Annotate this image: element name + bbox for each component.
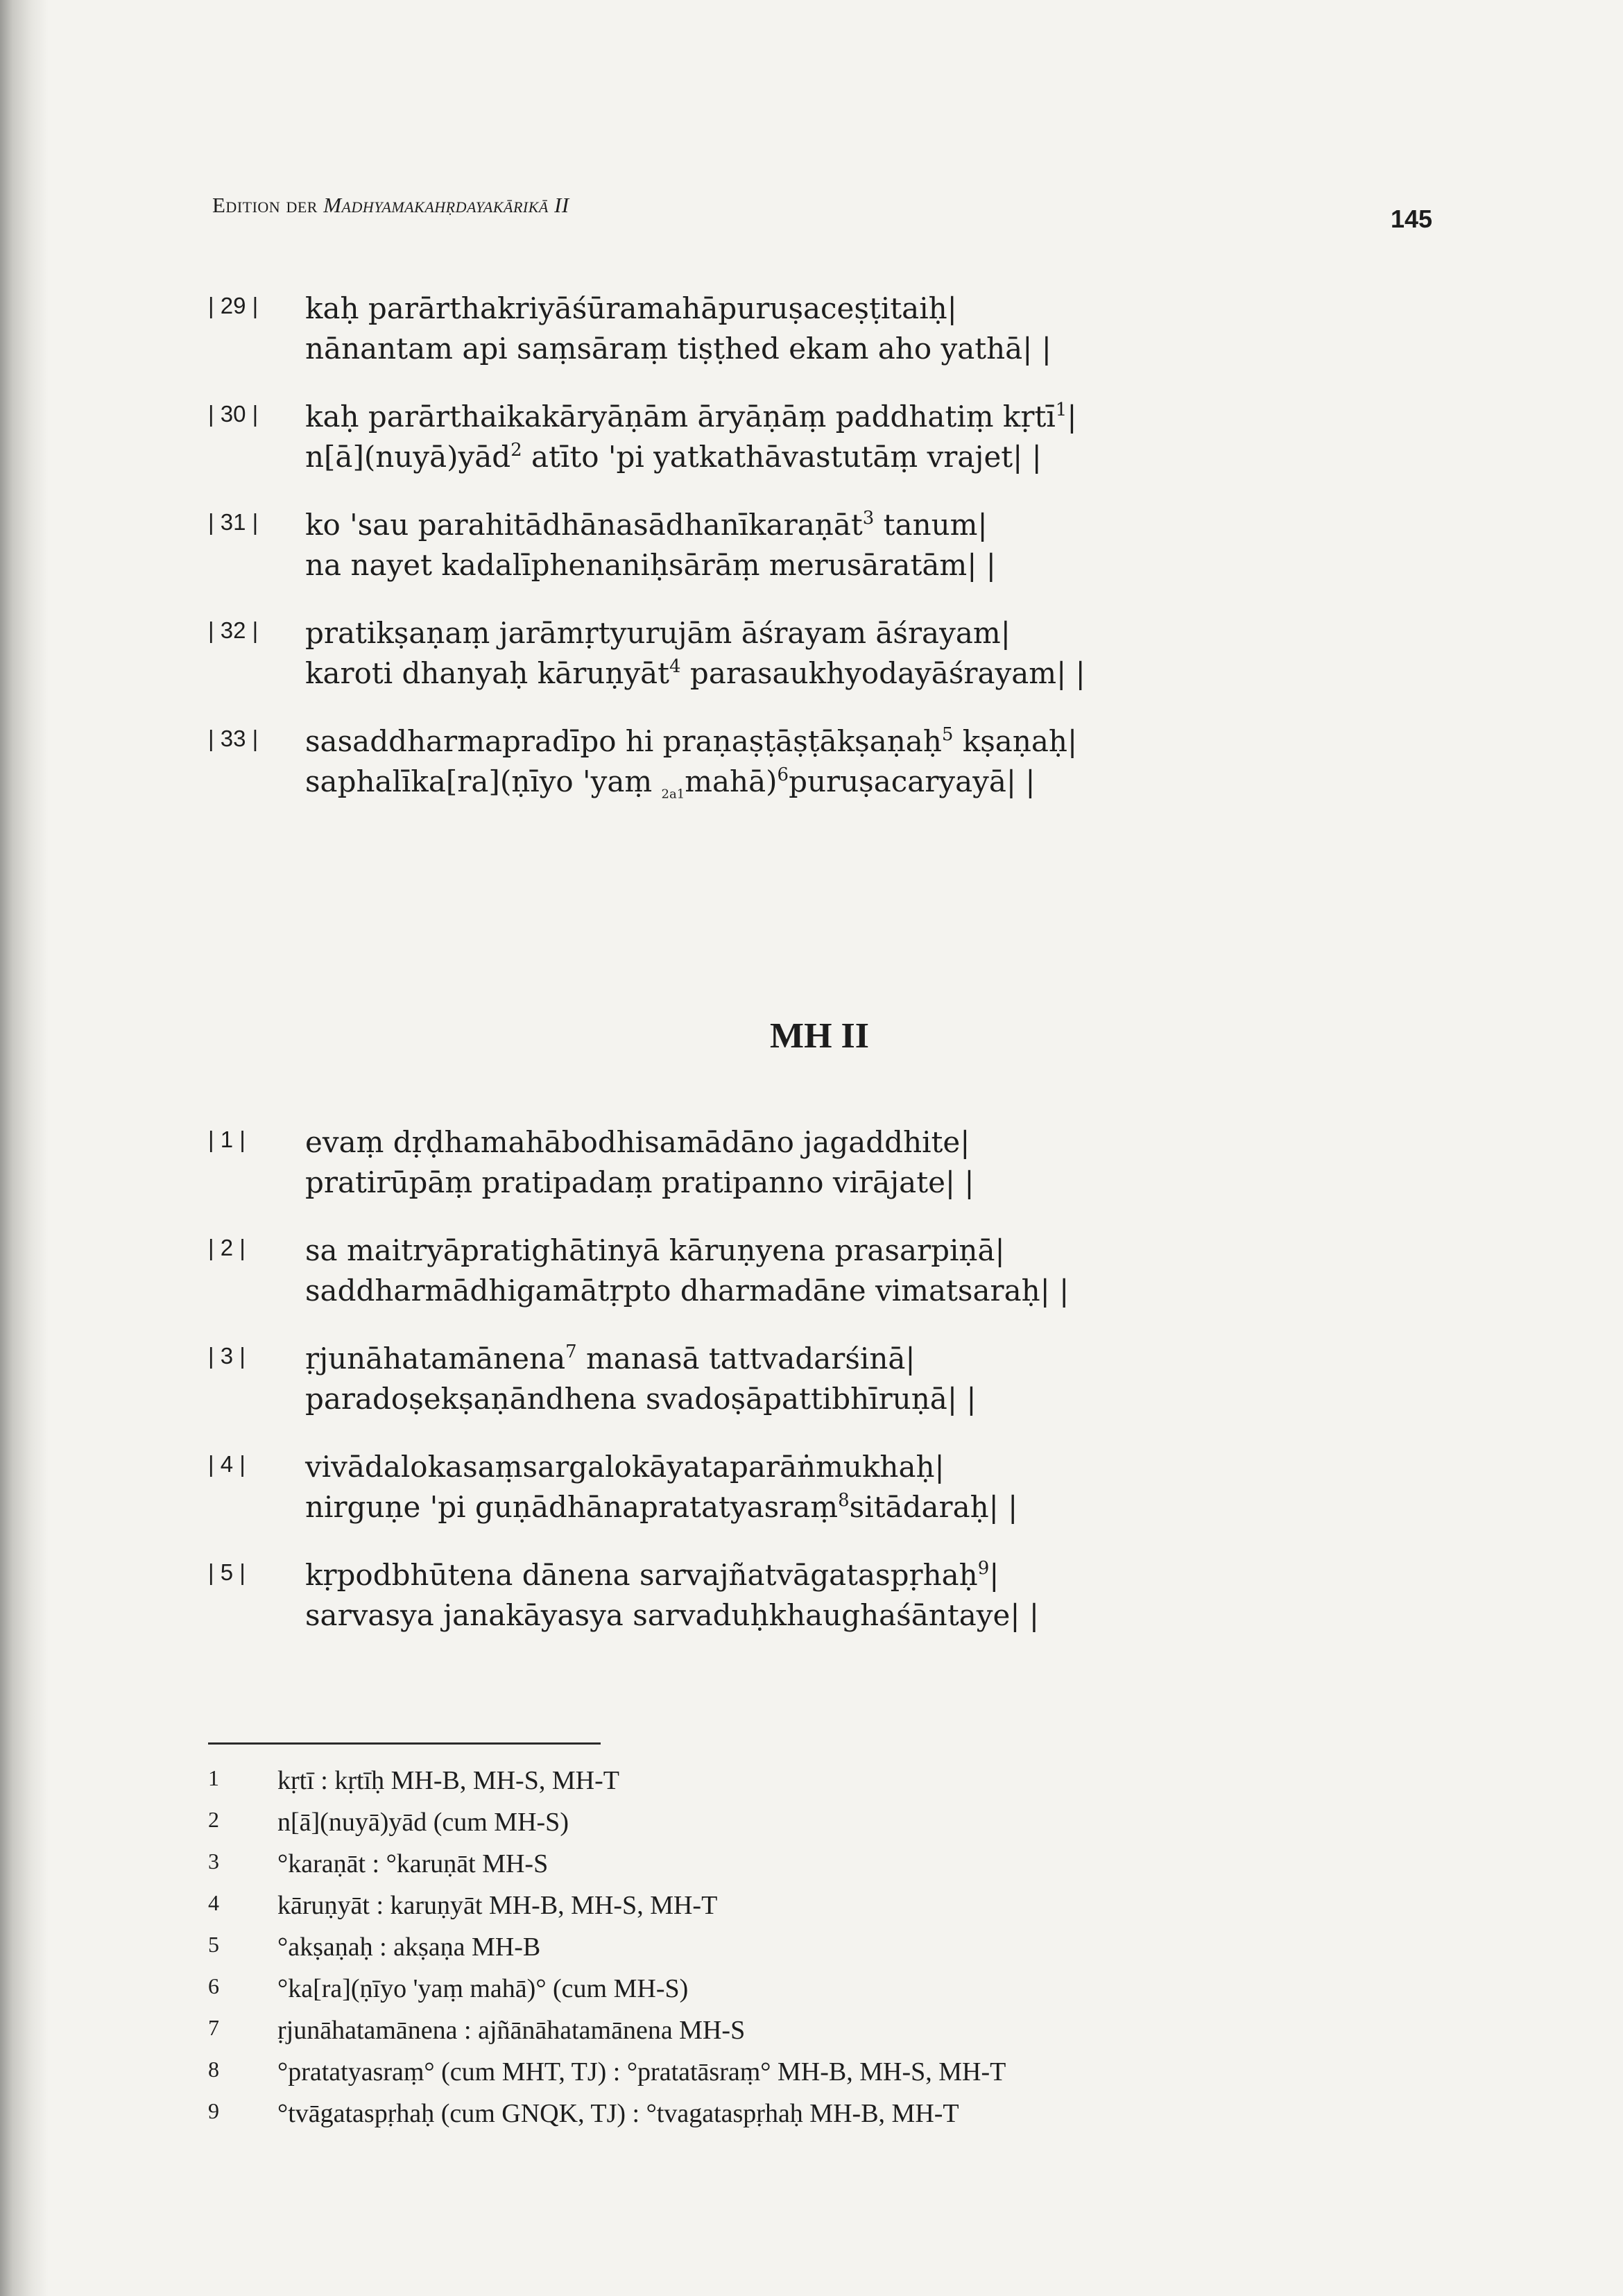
verse-line-1: kṛpodbhūtena dānena sarvajñatvāgataspṛhaḥ$^9$| — [305, 1558, 999, 1592]
verse-line-1: pratikṣaṇaṃ jarāmṛtyurujām āśrayam āśrayam| — [305, 616, 1011, 650]
footnote-text: °akṣaṇaḥ : akṣaṇa MH-B — [277, 1933, 541, 1962]
footnote — [208, 1807, 1526, 1842]
footnote-text: n[ā](nuyā)yād (cum MH-S) — [277, 1808, 569, 1837]
footnote-number: 7 — [208, 2015, 219, 2040]
footnote-number: 2 — [208, 1807, 219, 1832]
footnote-ref: 2 — [510, 440, 522, 461]
footnote-text: ṛjunāhatamānena : ajñānāhatamānena MH-S — [277, 2016, 746, 2045]
footnote-text: °tvāgataspṛhaḥ (cum GNQK, TJ) : °tvagataspṛhaḥ MH-B, MH-T — [277, 2099, 959, 2128]
verse-line-1: sa maitryāpratighātinyā kāruṇyena prasarpiṇā| — [305, 1233, 1005, 1267]
footnote-number: 6 — [208, 1973, 219, 1998]
footnote-number: 4 — [208, 1890, 219, 1915]
footnote-text: °karaṇāt : °karuṇāt MH-S — [277, 1849, 549, 1878]
verse-line-2: n[ā](nuyā)yād$^2$ atīto 'pi yatkathāvastutāṃ vrajet| | — [305, 440, 1042, 474]
footnote-text: °pratatyasraṃ° (cum MHT, TJ) : °pratatāsraṃ° MH-B, MH-S, MH-T — [277, 2057, 1006, 2087]
verse-number: | 1 | — [208, 1126, 246, 1152]
verse-number: | 2 | — [208, 1235, 246, 1260]
verse-number: | 5 | — [208, 1559, 246, 1585]
running-head-prefix: Edition der — [212, 193, 318, 217]
verse-line-1: sasaddharmapradīpo hi praṇaṣṭāṣṭākṣaṇaḥ$^5$ kṣaṇaḥ| — [305, 724, 1078, 758]
verse-number: | 32 | — [208, 617, 259, 643]
footnote — [208, 2057, 1526, 2091]
verse-line-1: ko 'sau parahitādhānasādhanīkaraṇāt$^3$ tanum| — [305, 508, 988, 542]
verse-line-2: saphalīka[ra](ṇīyo 'yaṃ $_{2a1}$mahā)$^6$puruṣacaryayā| | — [305, 764, 1036, 802]
footnote — [208, 1932, 1526, 1967]
footnote-text: °ka[ra](ṇīyo 'yaṃ mahā)° (cum MH-S) — [277, 1974, 689, 2003]
verse-line-2: paradoṣekṣaṇāndhena svadoṣāpattibhīruṇā| | — [305, 1382, 977, 1416]
running-head — [212, 193, 569, 218]
running-head-title: Madhyamakahṛdayakārikā II — [323, 193, 569, 217]
verse-line-2: nānantam api saṃsāraṃ tiṣṭhed ekam aho yathā| | — [305, 332, 1051, 366]
footnote — [208, 1765, 1526, 1800]
scan-binding-edge — [0, 0, 49, 2296]
footnote-number: 9 — [208, 2098, 219, 2123]
verse-number: | 31 | — [208, 509, 259, 535]
verse-line-2: pratirūpāṃ pratipadaṃ pratipanno virājate| | — [305, 1165, 974, 1199]
footnote-number: 1 — [208, 1765, 219, 1790]
footnote — [208, 2015, 1526, 2050]
footnote-text: kṛtī : kṛtīḥ MH-B, MH-S, MH-T — [277, 1766, 619, 1795]
verse-line-2: saddharmādhigamātṛpto dharmadāne vimatsaraḥ| | — [305, 1274, 1070, 1308]
verse-line-1: ṛjunāhatamānena$^7$ manasā tattvadarśinā| — [305, 1342, 916, 1376]
footnote-number: 8 — [208, 2057, 219, 2082]
footnote-ref: 4 — [669, 656, 681, 677]
footnote-number: 3 — [208, 1849, 219, 1874]
verse-number: | 4 | — [208, 1451, 246, 1477]
verse-line-2: na nayet kadalīphenaniḥsārāṃ merusāratām| | — [305, 548, 996, 582]
verse-line-1: kaḥ parārthakriyāśūramahāpuruṣaceṣṭitaiḥ| — [305, 291, 957, 325]
footnote-ref: 1 — [1055, 400, 1067, 420]
verse-number: | 29 | — [208, 293, 259, 318]
verse-line-2: nirguṇe 'pi guṇādhānapratatyasraṃ$^8$sitādaraḥ| | — [305, 1490, 1018, 1524]
verse-line-2: sarvasya janakāyasya sarvaduḥkhaughaśāntaye| | — [305, 1598, 1039, 1632]
section-title: MH II — [770, 1016, 869, 1056]
verse-line-2: karoti dhanyaḥ kāruṇyāt$^4$ parasaukhyodayāśrayam| | — [305, 656, 1085, 690]
folio-marker: 2a1 — [661, 787, 685, 802]
verse-number: | 30 | — [208, 401, 259, 427]
footnote-number: 5 — [208, 1932, 219, 1957]
verse-line-1: evaṃ dṛḍhamahābodhisamādāno jagaddhite| — [305, 1125, 970, 1159]
footnote — [208, 1890, 1526, 1925]
footnote-ref: 7 — [565, 1342, 577, 1362]
footnote-text: kāruṇyāt : karuṇyāt MH-B, MH-S, MH-T — [277, 1891, 718, 1920]
footnote-ref: 3 — [862, 508, 875, 529]
verse-number: | 33 | — [208, 726, 259, 751]
footnote — [208, 1973, 1526, 2008]
footnote-ref: 5 — [941, 724, 954, 745]
verse-line-1: vivādalokasaṃsargalokāyataparāṅmukhaḥ| — [305, 1450, 945, 1484]
footnote-ref: 6 — [777, 764, 789, 785]
footnote-divider — [208, 1742, 601, 1745]
footnote-ref: 8 — [838, 1490, 850, 1511]
footnote — [208, 2098, 1526, 2133]
verse-number: | 3 | — [208, 1343, 246, 1369]
footnote-ref: 9 — [977, 1558, 990, 1579]
page-number: 145 — [1391, 205, 1433, 233]
verse-line-1: kaḥ parārthaikakāryāṇām āryāṇāṃ paddhatiṃ kṛtī$^1$| — [305, 400, 1077, 434]
footnote — [208, 1849, 1526, 1883]
